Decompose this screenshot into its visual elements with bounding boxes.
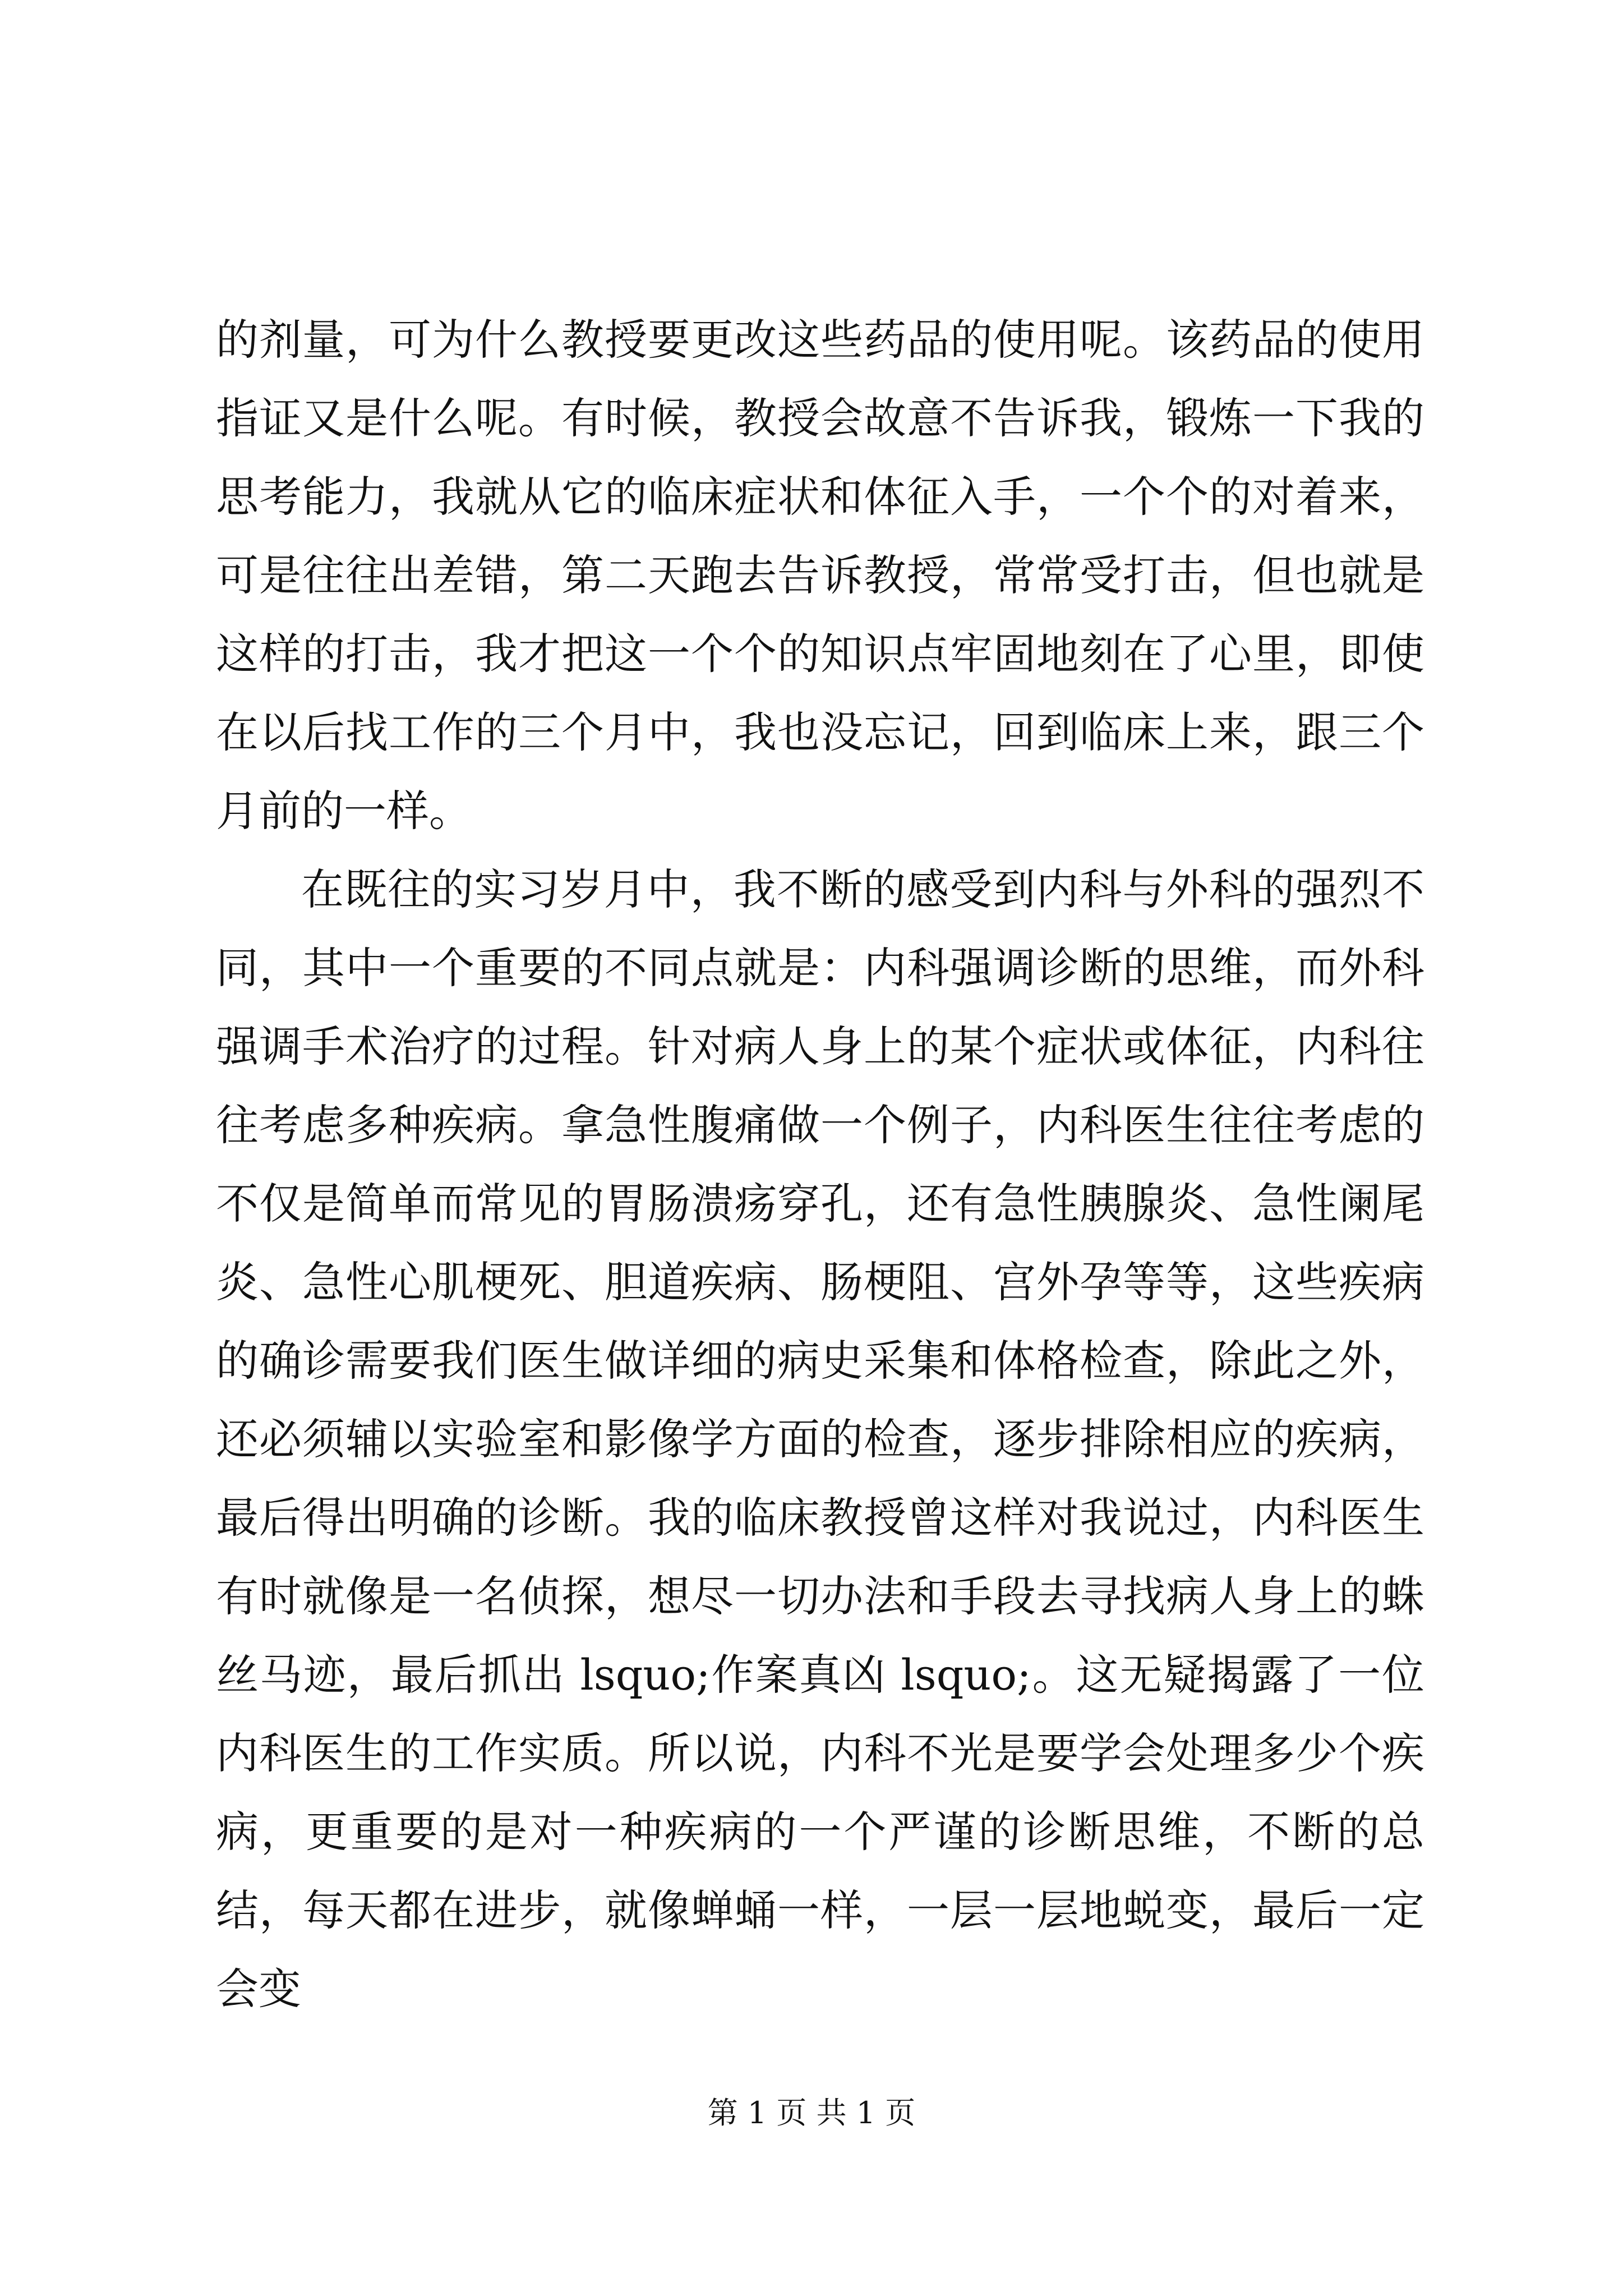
page-footer: 第 1 页 共 1 页 — [707, 2095, 916, 2131]
paragraph-2: 在既往的实习岁月中，我不断的感受到内科与外科的强烈不同，其中一个重要的不同点就是：内科强调诊断的思维，而外科强调手术治疗的过程。针对病人身上的某个症状或体征，内科往往考虑多种疾病。拿急性腹痛做一个例子，内科医生往往考虑的不仅是简单而常见的胃肠溃疡穿孔，还有急性胰腺炎、急性阑尾炎、急性心肌梗死、胆道疾病、肠梗阻、宫外孕等等，这些疾病的确诊需要我们医生做详细的病史采集和体格检查，除此之外，还必须辅以实验室和影像学方面的检查，逐步排除相应的疾病，最后得出明确的诊断。我的临床教授曾这样对我说过，内科医生有时就像是一名侦探，想尽一切办法和手段去寻找病人身上的蛛丝马迹，最后抓出 lsquo;作案真凶 lsquo;。这无疑揭露了一位内科医生的工作实质。所以说，内科不光是要学会处理多少个疾病，更重要的是对一种疾病的一个严谨的诊断思维，不断的总结，每天都在进步，就像蝉蛹一样，一层一层地蜕变，最后一定会变 — [216, 864, 1424, 2014]
paragraph-1: 的剂量，可为什么教授要更改这些药品的使用呢。该药品的使用指证又是什么呢。有时候，教授会故意不告诉我，锻炼一下我的思考能力，我就从它的临床症状和体征入手，一个个的对着来，可是往往出差错，第二天跑去告诉教授，常常受打击，但也就是这样的打击，我才把这一个个的知识点牢固地刻在了心里，即使在以后找工作的三个月中，我也没忘记，回到临床上来，跟三个月前的一样。 — [216, 315, 1424, 836]
document-body — [216, 301, 1424, 2028]
